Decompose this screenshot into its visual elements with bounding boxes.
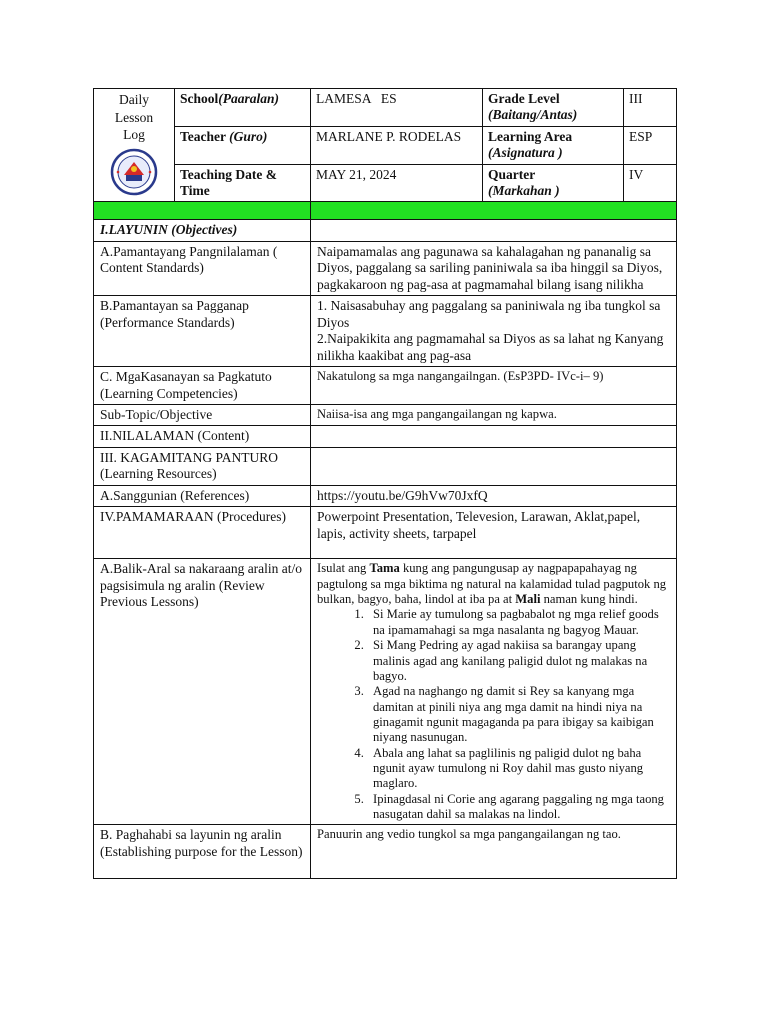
- references-link[interactable]: https://youtu.be/G9hVw70JxfQ: [311, 485, 677, 506]
- procedures-value: Powerpoint Presentation, Televesion, Larawan, Aklat,papel, lapis, activity sheets, tarpapel: [311, 507, 677, 559]
- grade-label: Grade Level (Baitang/Antas): [483, 89, 624, 127]
- review-list: [367, 607, 672, 822]
- date-value: MAY 21, 2024: [311, 164, 483, 202]
- quarter-label: Quarter (Markahan ): [483, 164, 624, 202]
- list-item: 2. Si Mang Pedring ay agad nakiisa sa barangay upang malinis agad ang kanilang paligid dulot ng malakas na bagyo.: [367, 638, 672, 684]
- teacher-label: Teacher (Guro): [175, 126, 311, 164]
- list-item: 1. Si Marie ay tumulong sa pagbabalot ng mga relief goods na ipamamahagi sa mga nasalanta ng bagyog Mauar.: [367, 607, 672, 638]
- resources-value: [311, 447, 677, 485]
- review-label: A.Balik-Aral sa nakaraang aralin at/o pagsisimula ng aralin (Review Previous Lessons): [94, 559, 311, 825]
- lesson-log-page: [93, 88, 676, 879]
- area-value: ESP: [624, 126, 677, 164]
- review-instructions: Isulat ang Tama kung ang pangungusap ay nagpapapahayag ng pagtulong sa mga biktima ng natural na kalamidad tulad pagputok ng bulkan, bagyo, baha, lindol at iba pa at Mali naman kung hindi.: [317, 561, 667, 607]
- objectives-value: [311, 220, 677, 241]
- review-value: [311, 559, 677, 825]
- competency-value: Nakatulong sa mga nangangailngan. (EsP3PD- IVc-i– 9): [311, 367, 677, 405]
- dll-title: Daily Lesson Log: [114, 92, 154, 143]
- content-std-label: A.Pamantayang Pangnilalaman ( Content Standards): [94, 241, 311, 295]
- procedures-label: IV.PAMAMARAAN (Procedures): [94, 507, 311, 559]
- content-value: [311, 426, 677, 447]
- perf-std-label: B.Pamantayan sa Pagganap (Performance Standards): [94, 296, 311, 367]
- content-std-value: Naipamamalas ang pagunawa sa kahalagahan ng pananalig sa Diyos, paggalang sa sariling paniniwala sa iba hinggil sa Diyos, pagkakaroon ng pag-asa at pagmamahal bilang isang nilikha: [311, 241, 677, 295]
- teacher-value: MARLANE P. RODELAS: [311, 126, 483, 164]
- competency-label: C. MgaKasanayan sa Pagkatuto (Learning Competencies): [94, 367, 311, 405]
- body-table: [93, 201, 677, 879]
- subtopic-value: Naiisa-isa ang mga pangangailangan ng kapwa.: [311, 405, 677, 426]
- list-item: 3. Agad na naghango ng damit si Rey sa kanyang mga damitan at pinili niya ang mga damit na hindi niya na ginagamit ngunit magaganda pa para ibigay sa kaibigan niyang nasunugan.: [367, 684, 672, 745]
- purpose-label: B. Paghahabi sa layunin ng aralin (Establishing purpose for the Lesson): [94, 825, 311, 879]
- purpose-value: Panuurin ang vedio tungkol sa mga pangangailangan ng tao.: [311, 825, 677, 879]
- subtopic-label: Sub-Topic/Objective: [94, 405, 311, 426]
- list-item: 4. Abala ang lahat sa paglilinis ng paligid dulot ng baha ngunit ayaw tumulong ni Roy dahil mas gusto niyang maglaro.: [367, 746, 672, 792]
- date-label: Teaching Date & Time: [175, 164, 311, 202]
- objectives-label: I.LAYUNIN (Objectives): [94, 220, 311, 241]
- quarter-value: IV: [624, 164, 677, 202]
- list-item: 5. Ipinagdasal ni Corie ang agarang paggaling ng mga taong nasugatan dahil sa malakas na lindol.: [367, 792, 672, 823]
- deped-seal-icon: [110, 148, 158, 196]
- resources-label: III. KAGAMITANG PANTURO (Learning Resources): [94, 447, 311, 485]
- school-value: LAMESA ES: [311, 89, 483, 127]
- green-divider-row: [94, 202, 677, 220]
- school-label: School(Paaralan): [175, 89, 311, 127]
- references-label: A.Sanggunian (References): [94, 485, 311, 506]
- perf-std-value: 1. Naisasabuhay ang paggalang sa paniniwala ng iba tungkol sa Diyos 2.Naipakikita ang pagmamahal sa Diyos as sa lahat ng Kanyang nilikha kaakibat ang pag-asa: [311, 296, 677, 367]
- grade-value: III: [624, 89, 677, 127]
- area-label: Learning Area (Asignatura ): [483, 126, 624, 164]
- dll-cell: [94, 89, 175, 203]
- content-label: II.NILALAMAN (Content): [94, 426, 311, 447]
- header-table: [93, 88, 677, 203]
